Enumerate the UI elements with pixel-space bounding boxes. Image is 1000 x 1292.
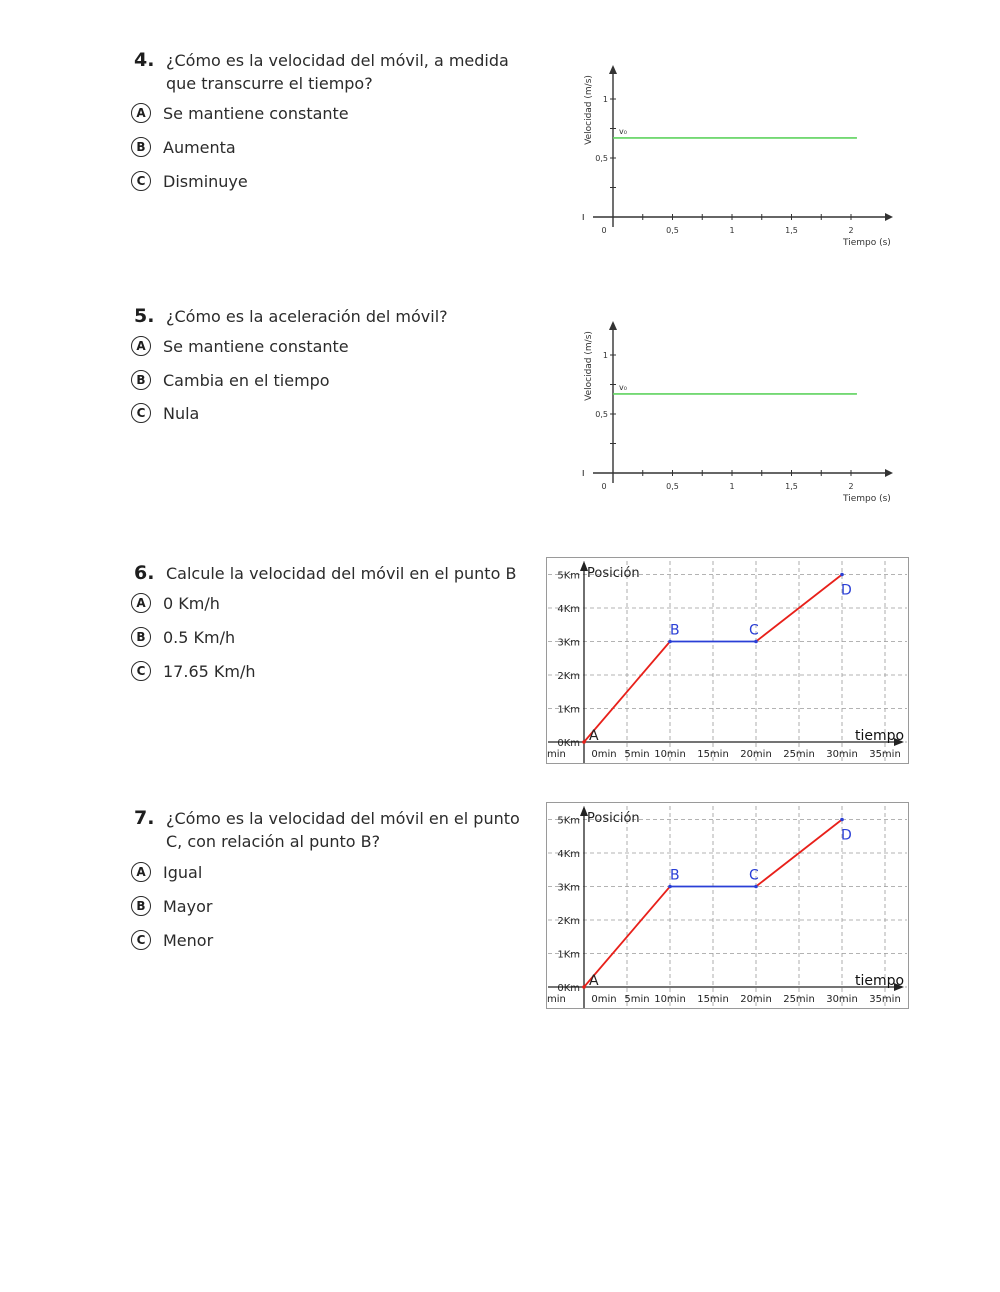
question-number: 5. bbox=[134, 305, 155, 327]
x-tick-label-partial: min bbox=[547, 994, 566, 1005]
question-5 bbox=[0, 305, 540, 435]
velocity-time-chart-q5 bbox=[575, 316, 905, 511]
question-text: ¿Cómo es la velocidad del móvil, a medida que transcurre el tiempo? bbox=[166, 51, 509, 93]
point-c bbox=[754, 640, 758, 644]
x-tick-label: 10min bbox=[654, 994, 686, 1005]
question-4 bbox=[0, 49, 540, 199]
v0-annotation: v₀ bbox=[619, 382, 627, 392]
option-letter: C bbox=[131, 661, 151, 681]
y-axis-arrow bbox=[609, 321, 617, 330]
option-text: Nula bbox=[163, 403, 200, 423]
point-d bbox=[840, 573, 844, 577]
x-tick-label: 1,5 bbox=[785, 482, 798, 491]
point-b bbox=[668, 640, 672, 644]
question-text: ¿Cómo es la velocidad del móvil en el punto C, con relación al punto B? bbox=[166, 809, 520, 851]
point-label-c: C bbox=[749, 867, 759, 884]
x-tick-label: 10min bbox=[654, 749, 686, 760]
question-number: 4. bbox=[134, 49, 155, 71]
x-axis-label: tiempo bbox=[855, 973, 905, 989]
y-tick-label: 3Km bbox=[557, 637, 580, 649]
question-number: 6. bbox=[134, 562, 155, 584]
x-tick-label: 0,5 bbox=[666, 226, 679, 235]
option-text: 0 Km/h bbox=[163, 593, 220, 613]
option-letter: C bbox=[131, 930, 151, 950]
option-c[interactable] bbox=[131, 928, 213, 952]
option-letter: C bbox=[131, 403, 151, 423]
option-letter: B bbox=[131, 137, 151, 157]
position-time-chart-q7 bbox=[546, 802, 910, 1011]
point-label-b: B bbox=[670, 867, 680, 884]
x-tick-label: 0min bbox=[591, 994, 617, 1005]
y-tick-label: 2Km bbox=[557, 671, 580, 682]
point-d bbox=[840, 818, 844, 822]
option-c[interactable] bbox=[131, 659, 256, 683]
y-axis-label: Posición bbox=[587, 811, 640, 826]
x-tick-label: 2 bbox=[848, 482, 854, 491]
position-time-chart-q6 bbox=[546, 557, 910, 766]
y-axis-label: Velocidad (m/s) bbox=[584, 75, 594, 145]
option-letter: C bbox=[131, 171, 151, 191]
y-axis-label: Velocidad (m/s) bbox=[584, 331, 594, 401]
option-letter: B bbox=[131, 896, 151, 916]
option-b[interactable] bbox=[131, 368, 330, 392]
x-tick-label: 20min bbox=[740, 749, 772, 760]
x-tick-label: 0,5 bbox=[666, 482, 679, 491]
option-letter: A bbox=[131, 103, 151, 123]
x-tick-label: 15min bbox=[697, 994, 729, 1005]
y-tick-label: 0,5 bbox=[595, 410, 608, 419]
y-tick-label: 1Km bbox=[557, 949, 580, 961]
x-tick-label: 1 bbox=[729, 226, 735, 235]
x-tick-label: 30min bbox=[826, 994, 858, 1005]
x-tick-label: 30min bbox=[826, 749, 858, 760]
x-tick-label: 20min bbox=[740, 994, 772, 1005]
y-tick-label: 3Km bbox=[557, 882, 580, 894]
option-letter: B bbox=[131, 627, 151, 647]
y-tick-label: 0Km bbox=[557, 738, 580, 749]
x-tick-label: 35min bbox=[869, 994, 901, 1005]
point-b bbox=[668, 885, 672, 889]
y-axis-arrow bbox=[609, 65, 617, 74]
y-tick-label: 1 bbox=[602, 351, 608, 360]
option-c[interactable] bbox=[131, 401, 199, 425]
option-text: Menor bbox=[163, 930, 214, 950]
option-letter: A bbox=[131, 593, 151, 613]
velocity-time-chart-q4 bbox=[575, 60, 905, 255]
point-label-c: C bbox=[749, 622, 759, 639]
x-axis-arrow bbox=[885, 469, 893, 477]
option-text: Se mantiene constante bbox=[163, 103, 349, 123]
x-axis-label: Tiempo (s) bbox=[843, 494, 891, 504]
option-text: 17.65 Km/h bbox=[163, 661, 256, 681]
x-axis-label: tiempo bbox=[855, 728, 905, 744]
option-b[interactable] bbox=[131, 135, 236, 159]
option-c[interactable] bbox=[131, 169, 248, 193]
option-text: 0.5 Km/h bbox=[163, 627, 236, 647]
x-tick-label: 0 bbox=[601, 482, 607, 491]
y-tick-label: 5Km bbox=[557, 570, 580, 582]
question-text: Calcule la velocidad del móvil en el punto B bbox=[166, 564, 517, 583]
point-a bbox=[582, 985, 586, 989]
option-letter: A bbox=[131, 862, 151, 882]
point-label-d: D bbox=[841, 582, 852, 599]
x-axis-arrow bbox=[885, 213, 893, 221]
option-b[interactable] bbox=[131, 625, 235, 649]
option-text: Mayor bbox=[163, 896, 213, 916]
y-tick-label: 2Km bbox=[557, 916, 580, 927]
point-a bbox=[582, 740, 586, 744]
y-axis-label: Posición bbox=[587, 566, 640, 581]
x-tick-label: 0 bbox=[601, 226, 607, 235]
x-tick-label: 0min bbox=[591, 749, 617, 760]
x-axis-label: Tiempo (s) bbox=[843, 238, 891, 248]
option-a[interactable] bbox=[131, 101, 349, 125]
option-text: Se mantiene constante bbox=[163, 336, 349, 356]
option-text: Aumenta bbox=[163, 137, 236, 157]
y-tick-label: 0,5 bbox=[595, 154, 608, 163]
v0-annotation: v₀ bbox=[619, 126, 627, 136]
x-tick-label: 15min bbox=[697, 749, 729, 760]
option-letter: B bbox=[131, 370, 151, 390]
option-letter: A bbox=[131, 336, 151, 356]
option-b[interactable] bbox=[131, 894, 212, 918]
x-tick-label: 5min bbox=[624, 749, 650, 760]
option-a[interactable] bbox=[131, 334, 349, 358]
option-a[interactable] bbox=[131, 860, 202, 884]
option-text: Cambia en el tiempo bbox=[163, 370, 330, 390]
option-text: Disminuye bbox=[163, 171, 248, 191]
x-tick-label: 1,5 bbox=[785, 226, 798, 235]
x-tick-label: 1 bbox=[729, 482, 735, 491]
y-tick-label: 1Km bbox=[557, 704, 580, 716]
question-7 bbox=[0, 807, 540, 967]
y-tick-label: 1 bbox=[602, 95, 608, 104]
y-tick-label: 5Km bbox=[557, 815, 580, 827]
x-tick-label-partial: min bbox=[547, 749, 566, 760]
point-label-a: A bbox=[589, 728, 599, 744]
y-tick-label: 0Km bbox=[557, 983, 580, 994]
x-tick-label: 25min bbox=[783, 994, 815, 1005]
x-tick-label: 2 bbox=[848, 226, 854, 235]
x-tick-label: 35min bbox=[869, 749, 901, 760]
y-tick-label: 4Km bbox=[557, 849, 580, 860]
question-text: ¿Cómo es la aceleración del móvil? bbox=[166, 307, 448, 326]
point-c bbox=[754, 885, 758, 889]
point-label-d: D bbox=[841, 827, 852, 844]
option-text: Igual bbox=[163, 862, 203, 882]
option-a[interactable] bbox=[131, 591, 220, 615]
question-number: 7. bbox=[134, 807, 155, 829]
y-tick-label: 4Km bbox=[557, 604, 580, 615]
point-label-b: B bbox=[670, 622, 680, 639]
x-tick-label: 5min bbox=[624, 994, 650, 1005]
question-6 bbox=[0, 562, 540, 692]
point-label-a: A bbox=[589, 973, 599, 989]
x-tick-label: 25min bbox=[783, 749, 815, 760]
